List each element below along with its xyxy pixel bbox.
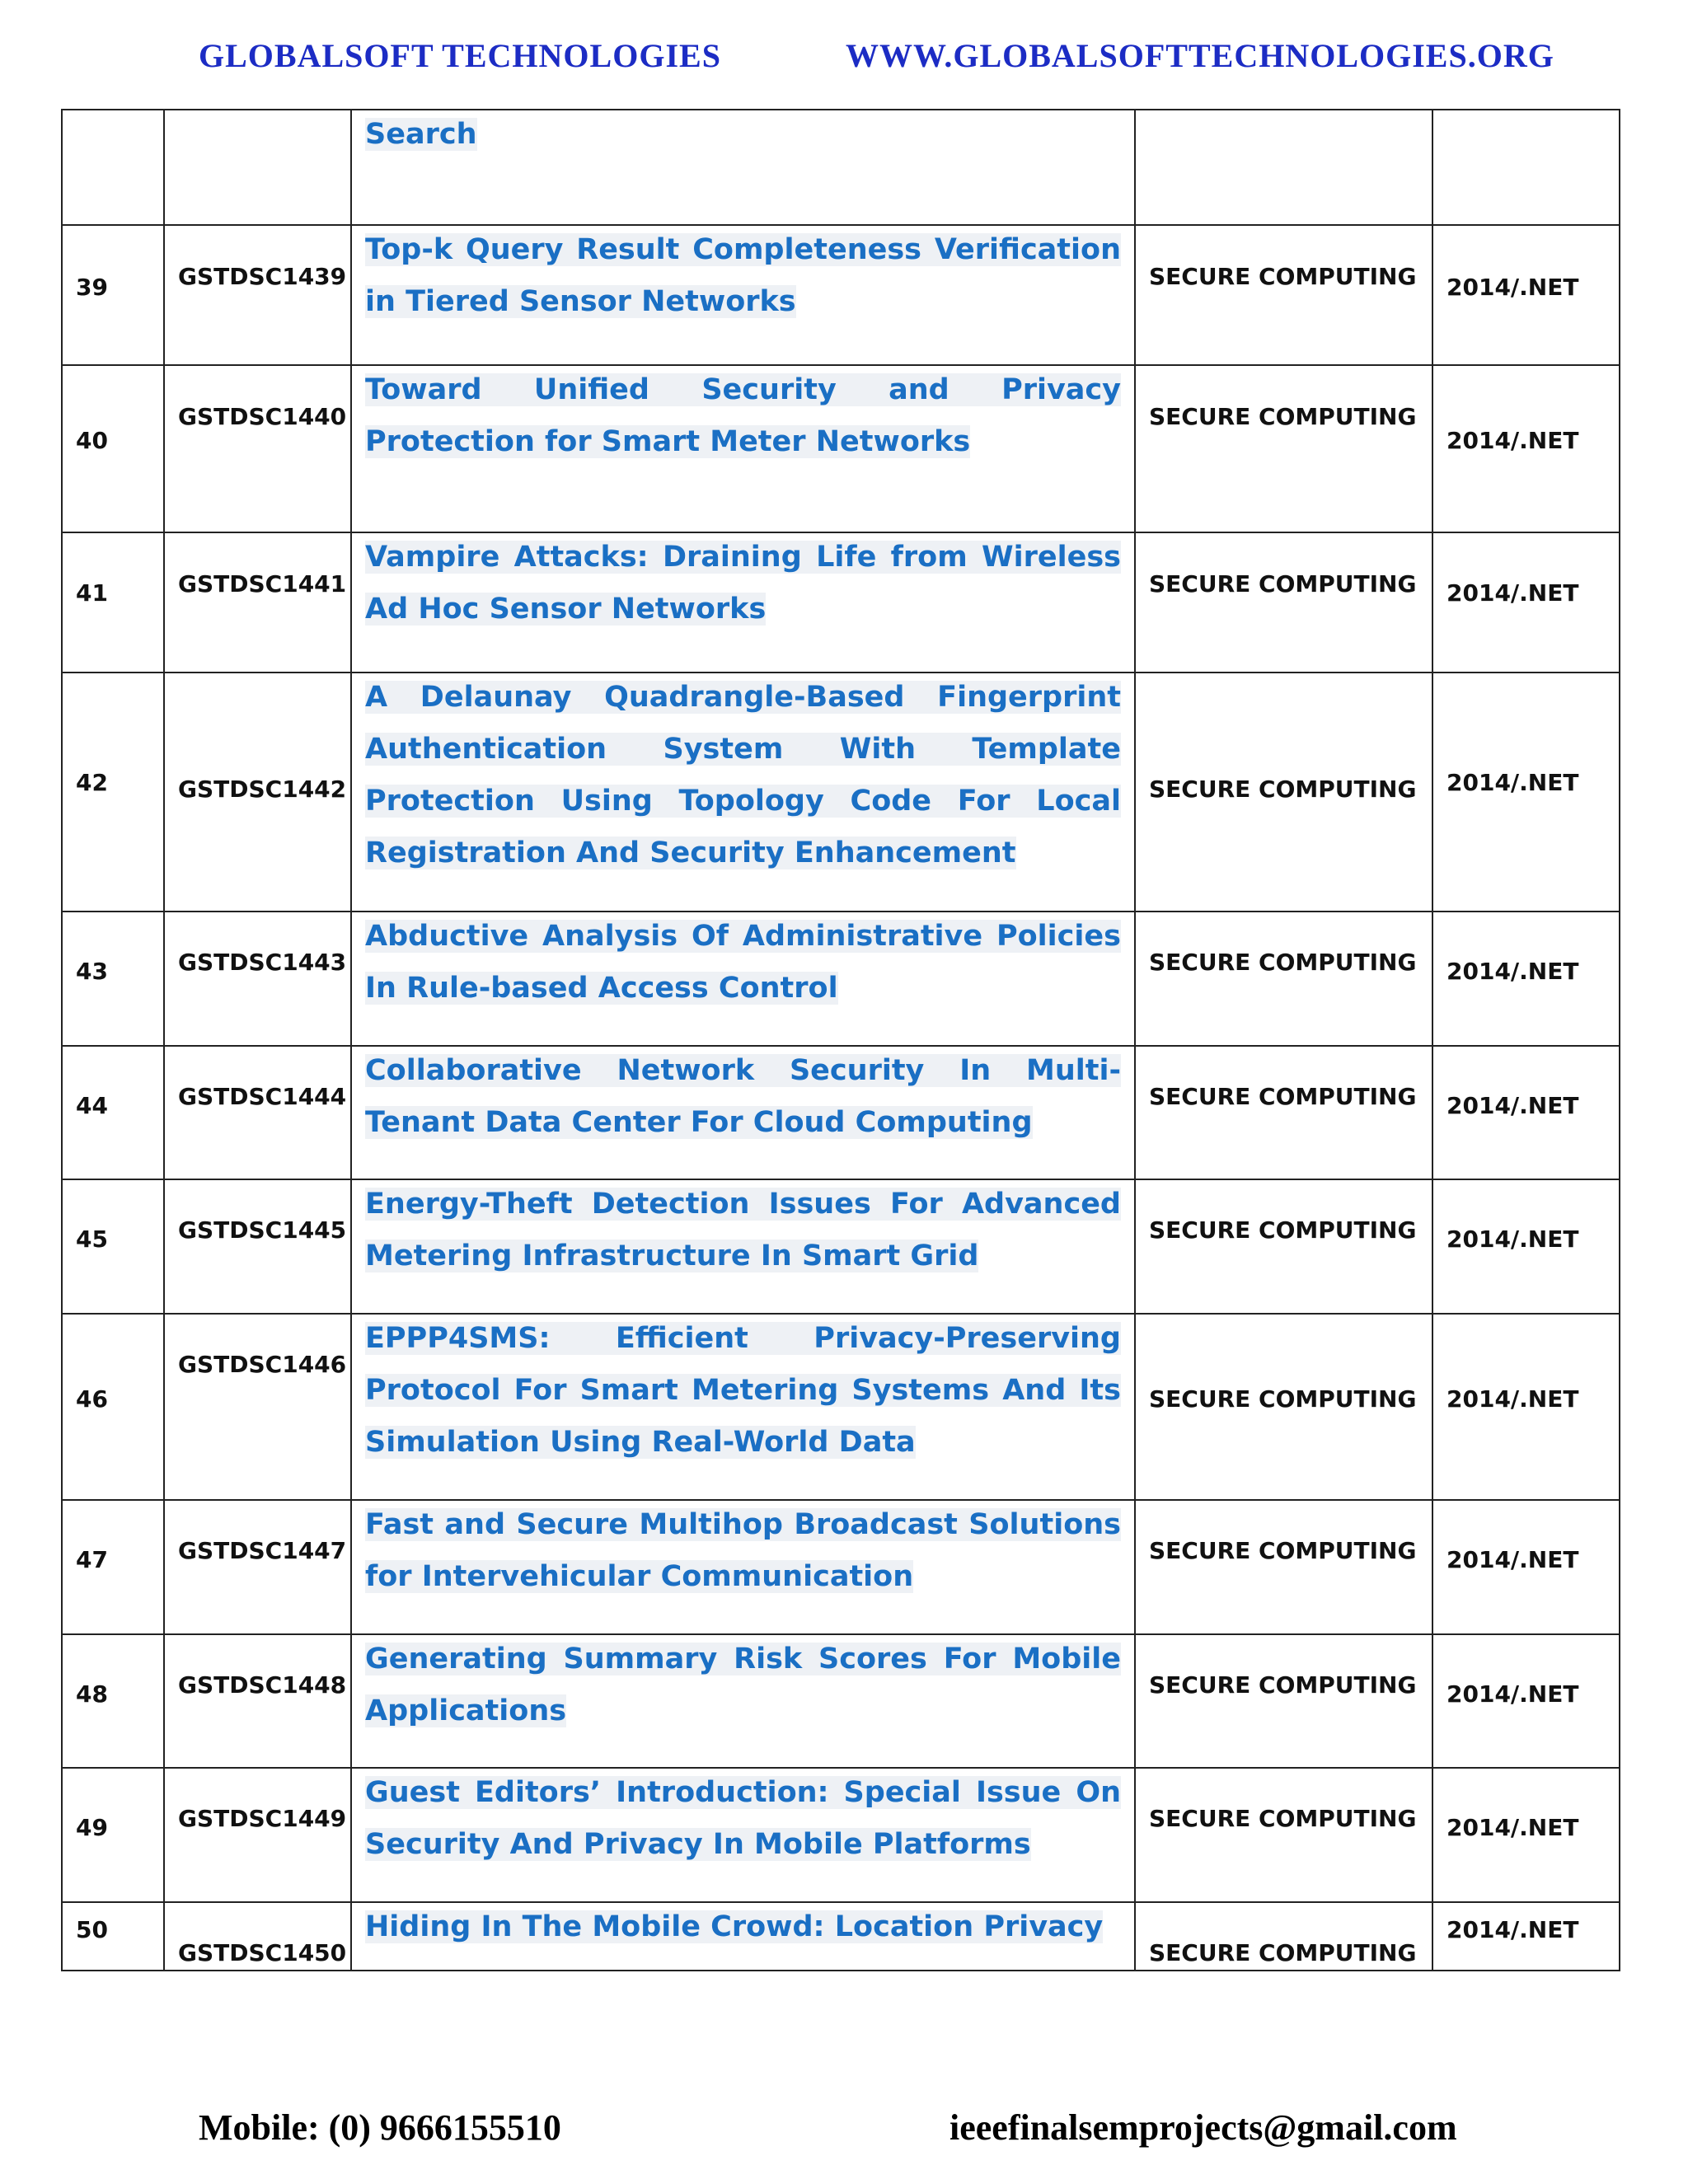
project-domain: SECURE COMPUTING: [1149, 1216, 1417, 1244]
project-title[interactable]: A Delaunay Quadrangle-Based Fingerprint Authentication System With Template Protection Using Topology Code For Local Registration And Security Enhancement: [365, 681, 1121, 869]
project-domain: SECURE COMPUTING: [1149, 949, 1417, 976]
project-year: 2014/.NET: [1447, 427, 1579, 454]
project-title[interactable]: Fast and Secure Multihop Broadcast Solutions for Intervehicular Communication: [365, 1508, 1121, 1593]
project-year: 2014/.NET: [1447, 1385, 1579, 1413]
project-code: GSTDSC1450: [178, 1939, 347, 1966]
serial-number: 45: [76, 1226, 108, 1253]
serial-number: 40: [76, 427, 108, 454]
project-domain: SECURE COMPUTING: [1149, 570, 1417, 598]
serial-number: 49: [76, 1814, 108, 1841]
project-code: GSTDSC1447: [178, 1537, 347, 1564]
company-website[interactable]: WWW.GLOBALSOFTTECHNOLOGIES.ORG: [846, 37, 1554, 74]
table-row: [62, 1500, 1620, 1634]
project-title[interactable]: EPPP4SMS: Efficient Privacy-Preserving Protocol For Smart Metering Systems And Its Simulation Using Real-World Data: [365, 1322, 1121, 1459]
table-row: [62, 912, 1620, 1046]
table-row: [62, 1314, 1620, 1500]
project-code: GSTDSC1446: [178, 1351, 347, 1378]
company-name: GLOBALSOFT TECHNOLOGIES: [199, 37, 721, 74]
project-year: 2014/.NET: [1447, 958, 1579, 985]
project-code: GSTDSC1449: [178, 1805, 347, 1832]
contact-email[interactable]: ieeefinalsemprojects@gmail.com: [950, 2107, 1457, 2148]
table-row: [62, 1046, 1620, 1179]
project-code: GSTDSC1442: [178, 776, 347, 803]
project-title[interactable]: Vampire Attacks: Draining Life from Wireless Ad Hoc Sensor Networks: [365, 541, 1121, 626]
project-code: GSTDSC1440: [178, 403, 347, 430]
table-row: [62, 1768, 1620, 1902]
serial-number: 41: [76, 579, 108, 607]
project-domain: SECURE COMPUTING: [1149, 1385, 1417, 1413]
serial-number: 42: [76, 769, 108, 796]
serial-number: 44: [76, 1092, 108, 1119]
project-title[interactable]: Search: [365, 118, 477, 151]
table-row: [62, 1179, 1620, 1314]
table-row: [62, 532, 1620, 673]
project-domain: SECURE COMPUTING: [1149, 1671, 1417, 1699]
table-row: [62, 1634, 1620, 1768]
table-row: [62, 673, 1620, 912]
project-code: GSTDSC1439: [178, 263, 347, 290]
table-row: [62, 110, 1620, 225]
project-domain: SECURE COMPUTING: [1149, 403, 1417, 430]
project-year: 2014/.NET: [1447, 579, 1579, 607]
project-domain: SECURE COMPUTING: [1149, 1083, 1417, 1110]
project-year: 2014/.NET: [1447, 1680, 1579, 1708]
mobile-number: Mobile: (0) 9666155510: [199, 2107, 561, 2148]
project-domain: SECURE COMPUTING: [1149, 263, 1417, 290]
table-row: [62, 225, 1620, 365]
project-title[interactable]: Energy-Theft Detection Issues For Advanced Metering Infrastructure In Smart Grid: [365, 1188, 1121, 1272]
serial-number: 47: [76, 1546, 108, 1573]
projects-table: [61, 109, 1620, 1971]
project-year: 2014/.NET: [1447, 1226, 1579, 1253]
project-year: 2014/.NET: [1447, 1916, 1579, 1943]
project-domain: SECURE COMPUTING: [1149, 1939, 1417, 1966]
project-year: 2014/.NET: [1447, 1546, 1579, 1573]
project-year: 2014/.NET: [1447, 769, 1579, 796]
project-title[interactable]: Top-k Query Result Completeness Verification in Tiered Sensor Networks: [365, 233, 1121, 318]
serial-number: 50: [76, 1916, 108, 1943]
project-code: GSTDSC1445: [178, 1216, 347, 1244]
project-year: 2014/.NET: [1447, 1092, 1579, 1119]
project-code: GSTDSC1443: [178, 949, 347, 976]
project-title[interactable]: Collaborative Network Security In Multi-Tenant Data Center For Cloud Computing: [365, 1054, 1121, 1139]
project-domain: SECURE COMPUTING: [1149, 776, 1417, 803]
project-code: GSTDSC1441: [178, 570, 347, 598]
project-title[interactable]: Guest Editors’ Introduction: Special Issue On Security And Privacy In Mobile Platforms: [365, 1776, 1121, 1861]
project-year: 2014/.NET: [1447, 274, 1579, 301]
project-code: GSTDSC1448: [178, 1671, 347, 1699]
serial-number: 43: [76, 958, 108, 985]
table-row: [62, 365, 1620, 532]
serial-number: 48: [76, 1680, 108, 1708]
table-row: [62, 1902, 1620, 1971]
serial-number: 39: [76, 274, 108, 301]
serial-number: 46: [76, 1385, 108, 1413]
page-header: [0, 36, 1688, 86]
project-title[interactable]: Generating Summary Risk Scores For Mobile Applications: [365, 1643, 1121, 1727]
project-year: 2014/.NET: [1447, 1814, 1579, 1841]
project-title[interactable]: Toward Unified Security and Privacy Protection for Smart Meter Networks: [365, 373, 1121, 458]
project-domain: SECURE COMPUTING: [1149, 1537, 1417, 1564]
project-domain: SECURE COMPUTING: [1149, 1805, 1417, 1832]
project-code: GSTDSC1444: [178, 1083, 347, 1110]
project-title[interactable]: Abductive Analysis Of Administrative Policies In Rule-based Access Control: [365, 920, 1121, 1005]
project-title[interactable]: Hiding In The Mobile Crowd: Location Privacy: [365, 1910, 1104, 1943]
